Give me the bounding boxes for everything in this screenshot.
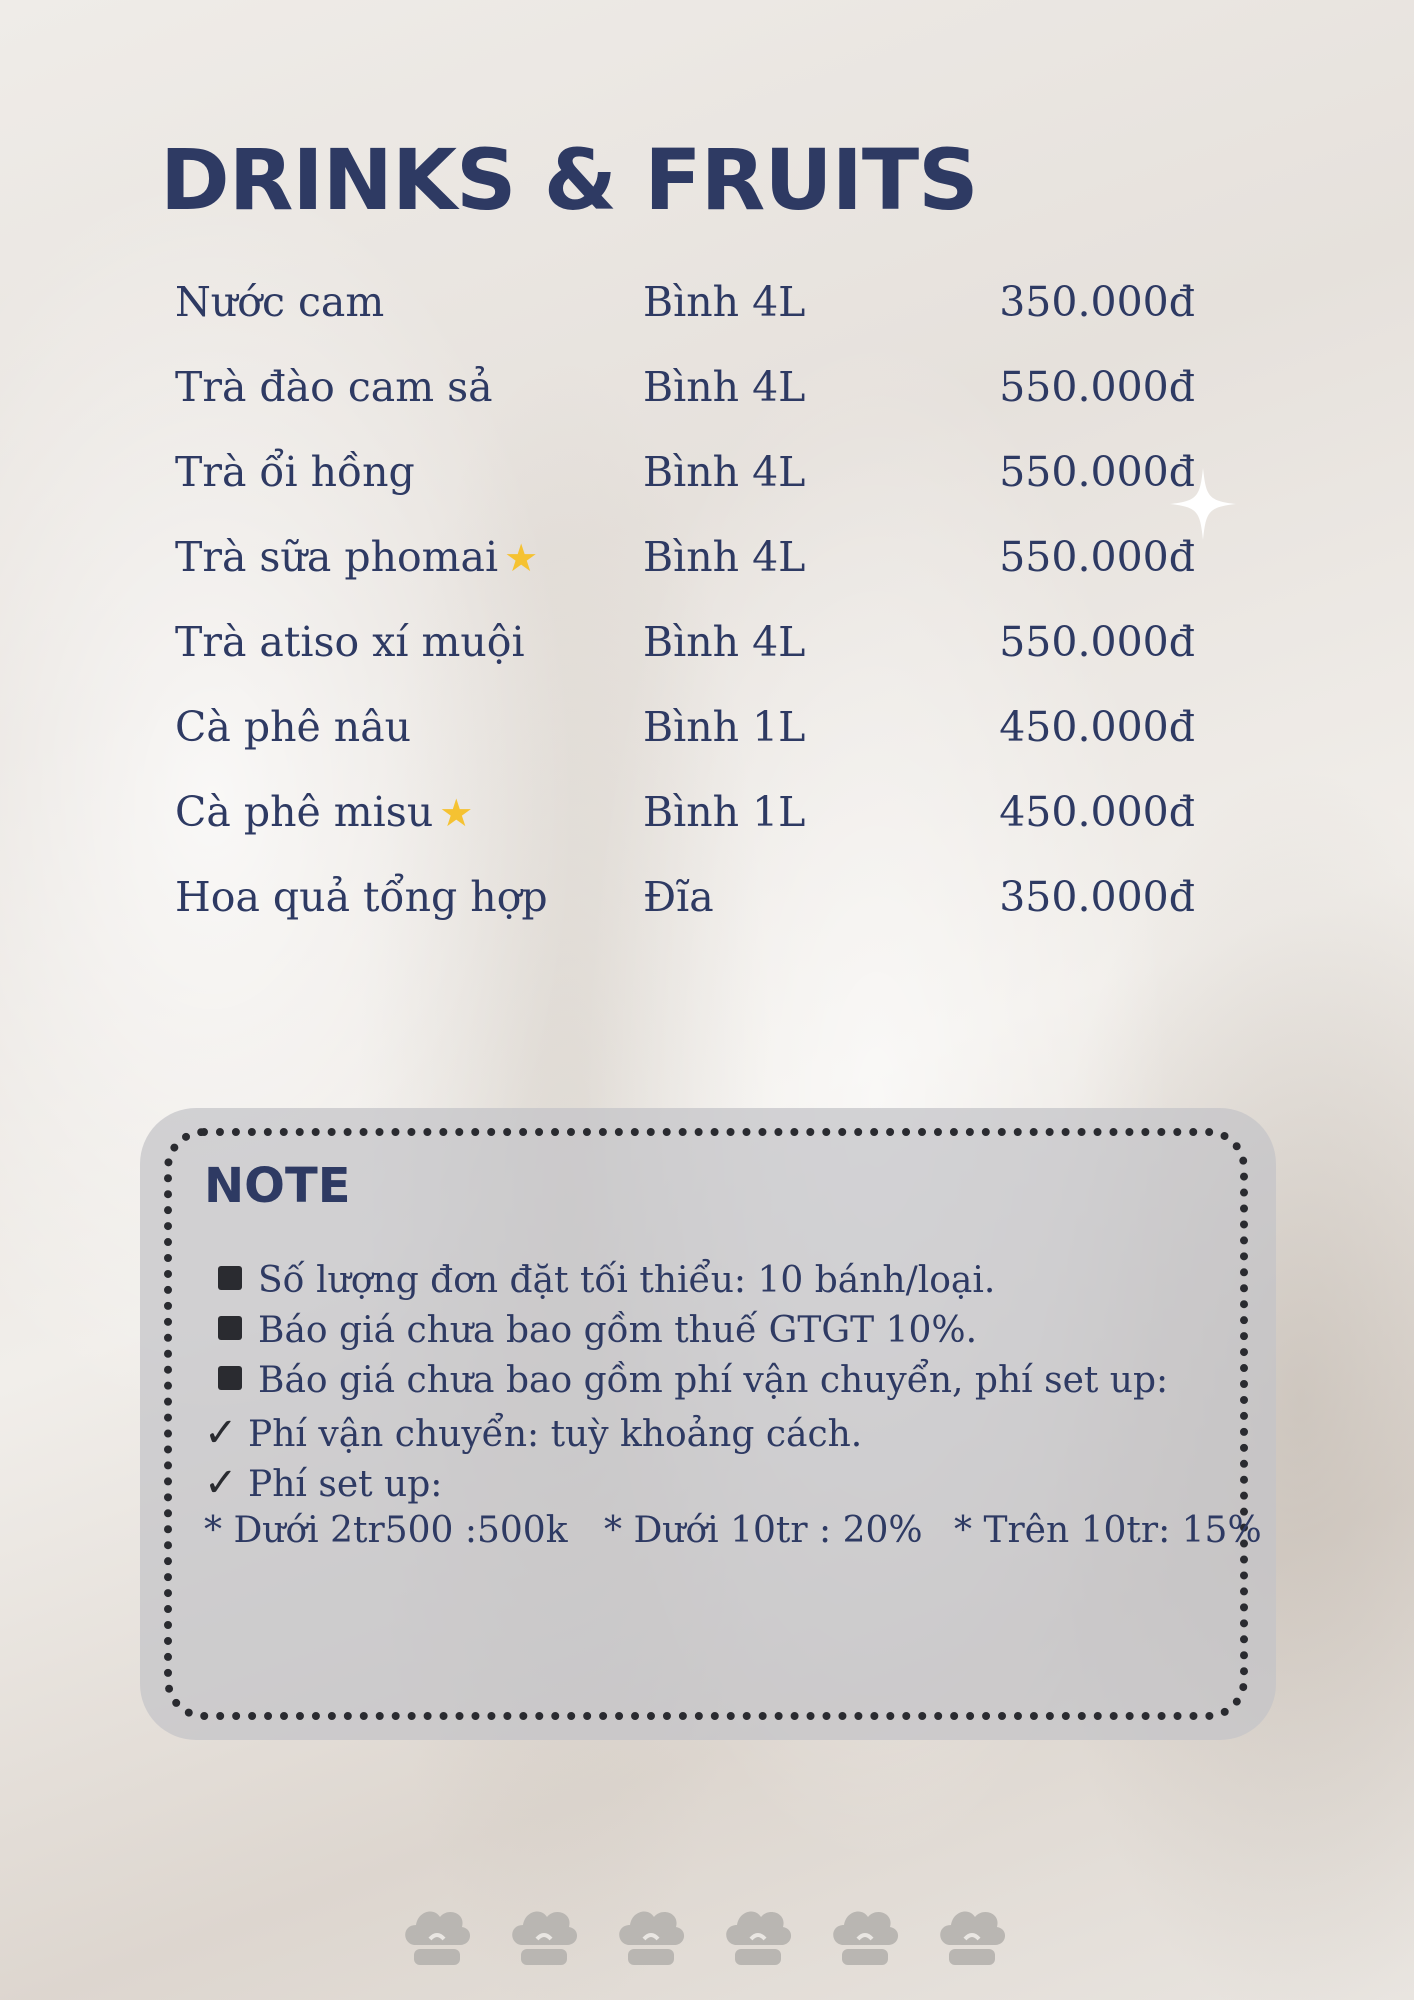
chef-hat-row: [400, 1905, 1020, 1975]
checkmark-icon: ✓: [204, 1410, 238, 1456]
item-name: Hoa quả tổng hợp: [175, 873, 548, 921]
menu-item: [175, 695, 1195, 780]
chef-hat-icon: [828, 1905, 902, 1969]
item-name: Cà phê nâu: [175, 703, 412, 751]
item-unit: Bình 4L: [643, 278, 806, 326]
menu-item: [175, 780, 1195, 865]
menu-item: [175, 865, 1195, 950]
item-price: 550.000đ: [999, 363, 1195, 411]
item-name: Cà phê misu ★: [175, 788, 474, 836]
note-line: Báo giá chưa bao gồm phí vận chuyển, phí set up:: [204, 1360, 1256, 1410]
item-unit: Bình 4L: [643, 533, 806, 581]
menu-item: [175, 440, 1195, 525]
checkmark-icon: ✓: [204, 1460, 238, 1506]
chef-hat-icon: [935, 1905, 1009, 1969]
note-title: NOTE: [204, 1158, 351, 1214]
item-price: 450.000đ: [999, 703, 1195, 751]
fee-tier: * Trên 10tr: 15%: [954, 1510, 1262, 1551]
note-line: ✓ Phí vận chuyển: tuỳ khoảng cách.: [204, 1410, 863, 1456]
note-line: Số lượng đơn đặt tối thiểu: 10 bánh/loại.: [204, 1260, 1256, 1310]
item-price: 550.000đ: [999, 448, 1195, 496]
item-price: 550.000đ: [999, 618, 1195, 666]
menu-item: [175, 270, 1195, 355]
chef-hat-icon: [400, 1905, 474, 1969]
chef-hat-icon: [721, 1905, 795, 1969]
item-unit: Bình 4L: [643, 363, 806, 411]
item-unit: Bình 1L: [643, 788, 806, 836]
item-unit: Bình 1L: [643, 703, 806, 751]
item-unit: Đĩa: [643, 873, 714, 921]
chef-hat-icon: [614, 1905, 688, 1969]
item-name: Trà ổi hồng: [175, 448, 415, 496]
menu-item: [175, 355, 1195, 440]
star-icon: ★: [504, 536, 539, 580]
square-bullet-icon: [218, 1266, 242, 1290]
item-name: Trà đào cam sả: [175, 363, 493, 411]
item-name: Nước cam: [175, 278, 385, 326]
note-lines: [204, 1260, 1262, 1560]
square-bullet-icon: [218, 1316, 242, 1340]
item-price: 350.000đ: [999, 278, 1195, 326]
note-box: [140, 1108, 1276, 1740]
item-price: 450.000đ: [999, 788, 1195, 836]
item-price: 350.000đ: [999, 873, 1195, 921]
sparkle-icon: [1170, 468, 1236, 540]
item-unit: Bình 4L: [643, 618, 806, 666]
item-name: Trà sữa phomai ★: [175, 533, 539, 581]
menu-item: [175, 610, 1195, 695]
menu-item: [175, 525, 1195, 610]
square-bullet-icon: [218, 1366, 242, 1390]
item-unit: Bình 4L: [643, 448, 806, 496]
fee-tier: * Dưới 2tr500 :500k: [204, 1510, 568, 1551]
item-price: 550.000đ: [999, 533, 1195, 581]
star-icon: ★: [439, 791, 474, 835]
fee-line: [204, 1510, 1262, 1560]
item-name: Trà atiso xí muội: [175, 618, 525, 666]
menu-list: [175, 270, 1195, 950]
note-line: Báo giá chưa bao gồm thuế GTGT 10%.: [204, 1310, 1256, 1360]
chef-hat-icon: [507, 1905, 581, 1969]
note-line: ✓ Phí set up:: [204, 1460, 443, 1506]
page-title: DRINKS & FRUITS: [160, 131, 978, 229]
fee-tier: * Dưới 10tr : 20%: [604, 1510, 923, 1551]
